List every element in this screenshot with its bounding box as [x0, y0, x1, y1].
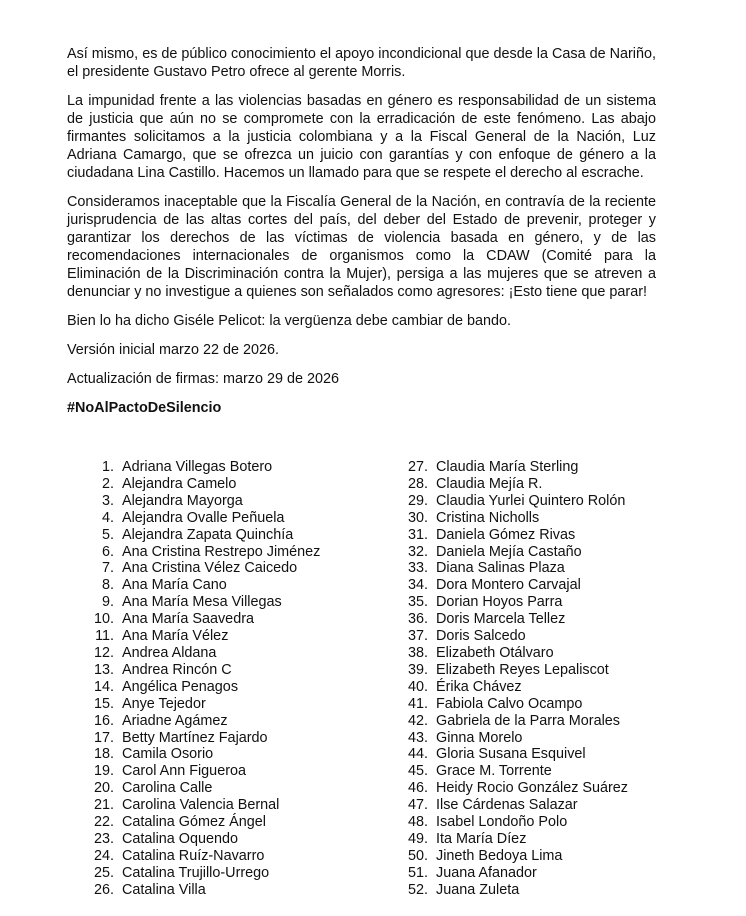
signatory-name: Catalina Trujillo-Urrego [122, 864, 270, 881]
signatory-number: 25. [93, 864, 114, 881]
signatory-number: 4. [101, 509, 114, 526]
signatory-number: 51. [408, 864, 429, 881]
signatory-name: Alejandra Ovalle Peñuela [122, 509, 285, 526]
signatory-number: 5. [101, 526, 114, 543]
signatory-number: 26. [93, 881, 114, 898]
signatory-name: Catalina Oquendo [122, 830, 239, 847]
signatory-name: Elizabeth Reyes Lepaliscot [436, 661, 609, 678]
signatory-name: Ilse Cárdenas Salazar [436, 797, 578, 814]
signatory-number: 48. [408, 814, 429, 831]
signatory-name: Diana Salinas Plaza [436, 560, 565, 577]
signatory-number: 15. [93, 695, 114, 712]
signatory-number: 14. [93, 678, 114, 695]
signatory-name: Heidy Rocio González Suárez [436, 780, 628, 797]
signatory-number: 42. [408, 712, 429, 729]
signatory-item [408, 730, 628, 747]
signatory-name: Doris Marcela Tellez [436, 611, 566, 628]
signatory-name: Gabriela de la Parra Morales [436, 712, 620, 729]
signatory-number: 50. [408, 847, 429, 864]
signatory-number: 17. [93, 729, 114, 746]
signatory-item [80, 848, 320, 865]
signatory-item [80, 730, 320, 747]
signatory-name: Dorian Hoyos Parra [436, 594, 563, 611]
signatory-item [80, 611, 320, 628]
signatory-name: Carol Ann Figueroa [122, 763, 246, 780]
signatory-name: Claudia Yurlei Quintero Rolón [436, 492, 626, 509]
signatory-number: 27. [408, 459, 429, 475]
signatory-name: Carolina Valencia Bernal [122, 797, 280, 814]
signatory-name: Andrea Rincón C [122, 661, 232, 678]
signatory-item [80, 510, 320, 527]
signatory-item [80, 763, 320, 780]
signatory-number: 44. [408, 746, 429, 763]
signatory-number: 39. [408, 661, 429, 678]
paragraph: La impunidad frente a las violencias basadas en género es responsabilidad de un sistema de justicia que aún no se compromete con la erradicación de este fenómeno. Las abajo firmantes solicitamos a la justicia colombiana y a la Fiscal General de la Nación, Luz Adriana Camargo, que se ofrezca un juicio con garantías y con enfoque de género a la ciudadana Lina Castillo. Hacemos un llamado para que se respete el derecho al escrache. [67, 93, 656, 181]
signatory-name: Anye Tejedor [122, 695, 206, 712]
signatory-name: Juana Zuleta [436, 881, 520, 898]
signatory-item [80, 662, 320, 679]
signatory-item [408, 831, 628, 848]
signatory-number: 20. [93, 780, 114, 797]
signatory-item [80, 679, 320, 696]
signatory-name: Alejandra Zapata Quinchía [122, 526, 294, 543]
signatory-name: Alejandra Camelo [122, 475, 237, 492]
signatory-number: 40. [408, 678, 429, 695]
signatory-number: 30. [408, 509, 429, 526]
signatory-item [408, 746, 628, 763]
signatory-number: 46. [408, 780, 429, 797]
signatory-item [408, 848, 628, 865]
signatory-item [408, 797, 628, 814]
signatory-number: 43. [408, 729, 429, 746]
signatory-name: Cristina Nicholls [436, 509, 540, 526]
signatory-item [408, 476, 628, 493]
signatory-item [80, 459, 320, 476]
paragraph: Así mismo, es de público conocimiento el apoyo incondicional que desde la Casa de Nariño, el presidente Gustavo Petro ofrece al gerente Morris. [67, 46, 656, 80]
signatory-number: 41. [408, 695, 429, 712]
signatory-item [80, 797, 320, 814]
signatory-item [408, 459, 628, 476]
signatory-item [408, 814, 628, 831]
signatory-item [408, 628, 628, 645]
signatory-number: 19. [93, 763, 114, 780]
signatory-item [408, 696, 628, 713]
signatory-item [80, 493, 320, 510]
signatory-number: 49. [408, 830, 429, 847]
signatory-number: 28. [408, 475, 429, 492]
signatory-item [80, 696, 320, 713]
signatory-item [408, 510, 628, 527]
signatory-name: Betty Martínez Fajardo [122, 729, 268, 746]
signatory-item [80, 882, 320, 899]
signatory-number: 8. [101, 577, 114, 594]
signatory-item [80, 713, 320, 730]
signatory-number: 33. [408, 560, 429, 577]
signatories-column-1 [80, 459, 320, 899]
signatory-name: Camila Osorio [122, 746, 214, 763]
signatory-number: 1. [101, 459, 114, 475]
signatory-item [80, 544, 320, 561]
signatory-name: Ana María Vélez [122, 628, 229, 645]
signatory-name: Adriana Villegas Botero [122, 459, 273, 475]
signatory-name: Catalina Gómez Ángel [122, 814, 266, 831]
signatory-name: Ana María Saavedra [122, 611, 254, 628]
signatory-item [408, 544, 628, 561]
signatory-item [80, 476, 320, 493]
signatory-name: Claudia María Sterling [436, 459, 579, 475]
signatory-item [80, 628, 320, 645]
signatory-name: Ana Cristina Restrepo Jiménez [122, 543, 321, 560]
signatory-number: 45. [408, 763, 429, 780]
signatory-number: 18. [93, 746, 114, 763]
signatory-name: Grace M. Torrente [436, 763, 552, 780]
document-body [67, 45, 656, 417]
signatory-item [408, 645, 628, 662]
signatory-number: 47. [408, 797, 429, 814]
signatory-name: Alejandra Mayorga [122, 492, 243, 509]
hashtag: #NoAlPactoDeSilencio [67, 400, 222, 416]
signatory-number: 2. [101, 475, 114, 492]
signatory-number: 24. [93, 847, 114, 864]
signatory-number: 23. [93, 830, 114, 847]
signatory-item [80, 814, 320, 831]
signatory-number: 29. [408, 492, 429, 509]
signatory-item [80, 577, 320, 594]
signatory-number: 11. [95, 628, 114, 645]
signatory-item [408, 713, 628, 730]
signatory-name: Daniela Mejía Castaño [436, 543, 582, 560]
signatory-name: Andrea Aldana [122, 644, 217, 661]
signatory-name: Claudia Mejía R. [436, 475, 543, 492]
signatory-number: 34. [408, 577, 429, 594]
signatory-item [408, 493, 628, 510]
signatory-number: 22. [93, 814, 114, 831]
signatory-item [408, 611, 628, 628]
signatory-name: Gloria Susana Esquivel [436, 746, 586, 763]
signatory-number: 10. [93, 611, 114, 628]
signatory-number: 7. [101, 560, 114, 577]
signatory-number: 37. [408, 628, 429, 645]
signatory-number: 21. [93, 797, 114, 814]
signatory-item [80, 865, 320, 882]
signatory-name: Fabiola Calvo Ocampo [436, 695, 583, 712]
signatory-name: Dora Montero Carvajal [436, 577, 581, 594]
signatory-item [80, 560, 320, 577]
signatory-number: 13. [93, 661, 114, 678]
signatory-number: 38. [408, 644, 429, 661]
signatory-item [408, 594, 628, 611]
signatory-number: 31. [408, 526, 429, 543]
signatory-item [80, 746, 320, 763]
signatory-item [80, 780, 320, 797]
initial-version-date: Versión inicial marzo 22 de 2026. [67, 342, 279, 358]
signatory-item [408, 763, 628, 780]
signatory-name: Juana Afanador [436, 864, 537, 881]
signatory-item [408, 560, 628, 577]
signatory-item [408, 865, 628, 882]
signatory-name: Jineth Bedoya Lima [436, 847, 563, 864]
signatory-name: Angélica Penagos [122, 678, 239, 695]
signatory-item [80, 645, 320, 662]
signatory-number: 32. [408, 543, 429, 560]
signatory-item [80, 594, 320, 611]
signatory-number: 52. [408, 881, 429, 898]
signatories-column-2 [408, 459, 628, 899]
signatory-number: 12. [93, 644, 114, 661]
signatory-name: Ita María Díez [436, 830, 527, 847]
signatory-item [408, 780, 628, 797]
signatory-item [408, 662, 628, 679]
signatory-name: Carolina Calle [122, 780, 213, 797]
signatory-number: 3. [101, 492, 114, 509]
signatory-item [408, 679, 628, 696]
signatory-number: 35. [408, 594, 429, 611]
signatory-name: Érika Chávez [436, 678, 522, 695]
signatory-name: Doris Salcedo [436, 628, 526, 645]
paragraph: Consideramos inaceptable que la Fiscalía General de la Nación, en contravía de la reciente jurisprudencia de las altas cortes del país, del deber del Estado de prevenir, proteger y garantizar los derechos de las víctimas de violencia basada en género, y de las recomendaciones internacionales de organismos como la CDAW (Comité para la Eliminación de la Discriminación contra la Mujer), persiga a las mujeres que se atreven a denunciar y no investigue a quienes son señalados como agresores: ¡Esto tiene que parar! [67, 194, 656, 300]
signatory-name: Elizabeth Otálvaro [436, 644, 554, 661]
signatory-item [408, 527, 628, 544]
signatory-name: Ana Cristina Vélez Caicedo [122, 560, 298, 577]
signatory-name: Ana María Cano [122, 577, 227, 594]
signatory-name: Catalina Ruíz-Navarro [122, 847, 265, 864]
signatory-number: 9. [101, 594, 114, 611]
signatory-item [408, 882, 628, 899]
signatory-number: 16. [93, 712, 114, 729]
signatory-item [80, 527, 320, 544]
signatory-number: 36. [408, 611, 429, 628]
signatory-item [408, 577, 628, 594]
pelicot-quote: Bien lo ha dicho Giséle Pelicot: la vergüenza debe cambiar de bando. [67, 313, 511, 329]
signatory-name: Ana María Mesa Villegas [122, 594, 282, 611]
signatory-number: 6. [101, 543, 114, 560]
signatory-name: Catalina Villa [122, 881, 206, 898]
signatory-name: Isabel Londoño Polo [436, 814, 568, 831]
signatory-name: Ginna Morelo [436, 729, 523, 746]
signatory-name: Ariadne Agámez [122, 712, 228, 729]
signatures-update-date: Actualización de firmas: marzo 29 de 2026 [67, 371, 339, 387]
signatory-item [80, 831, 320, 848]
signatory-name: Daniela Gómez Rivas [436, 526, 576, 543]
